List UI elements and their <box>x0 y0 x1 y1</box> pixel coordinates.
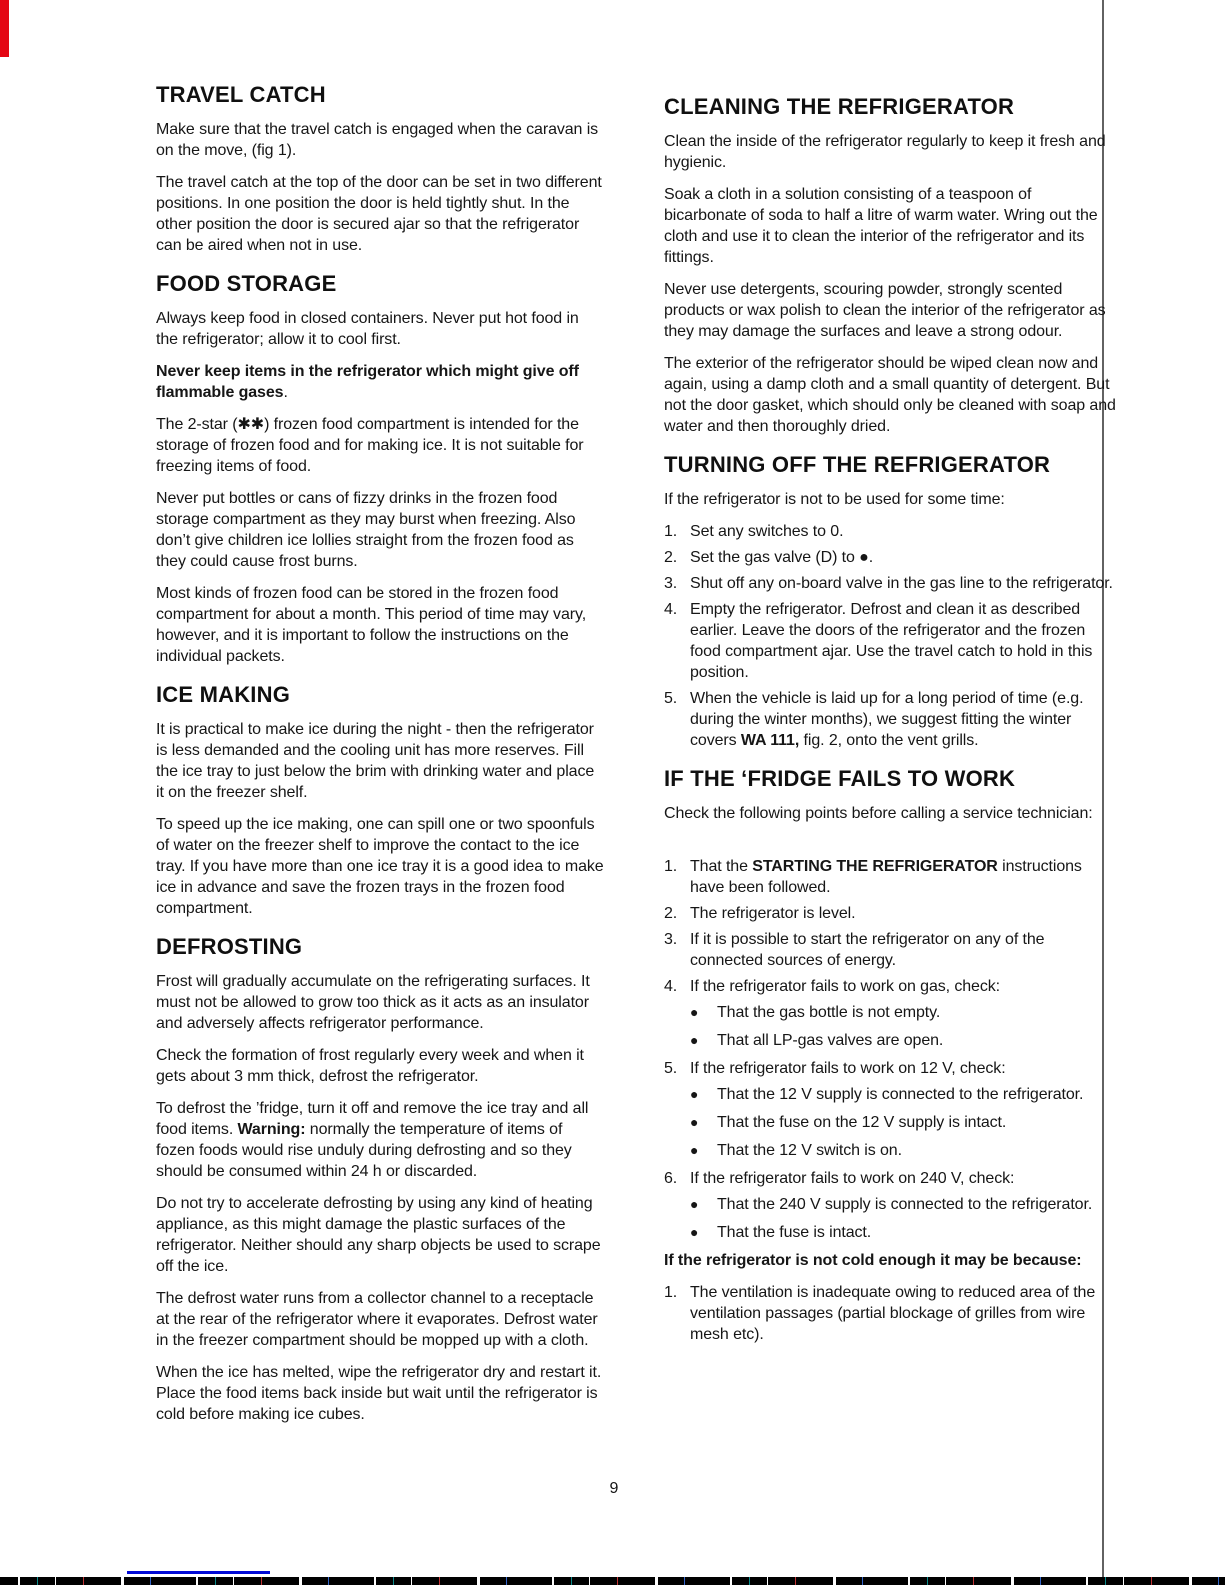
section <box>156 83 604 256</box>
item-text: The ventilation is inadequate owing to reduced area of the ventilation passages (partial blockage of grilles from wire mesh etc). <box>690 1284 1096 1343</box>
paragraph: Never keep items in the refrigerator which might give off flammable gases. <box>156 363 579 401</box>
bullet-item <box>690 1002 1116 1023</box>
section-heading: ICE MAKING <box>156 682 290 707</box>
page-number: 9 <box>609 1480 619 1497</box>
numbered-item <box>664 1168 1116 1189</box>
bullet-icon: ● <box>690 1114 699 1130</box>
paragraph: The exterior of the refrigerator should be wiped clean now and again, using a damp cloth and a small quantity of detergent. But not the door gasket, which should only be cleaned with soap and water and then thoroughly dried. <box>664 355 1116 435</box>
item-text: That the 240 V supply is connected to the refrigerator. <box>717 1196 1093 1213</box>
paragraph: Frost will gradually accumulate on the refrigerating surfaces. It must not be allowed to grow too thick as it acts as an insulator and adversely affects refrigerator performance. <box>156 973 590 1032</box>
paragraph: Most kinds of frozen food can be stored in the frozen food compartment for about a month. This period of time may vary, however, and it is important to follow the instructions on the individual packets. <box>156 585 587 665</box>
red-scan-mark <box>0 0 9 57</box>
paragraph: Check the formation of frost regularly every week and when it gets about 3 mm thick, defrost the refrigerator. <box>156 1047 584 1085</box>
item-text: That the 12 V supply is connected to the refrigerator. <box>717 1086 1084 1103</box>
numbered-item <box>664 1058 1116 1079</box>
bullet-icon: ● <box>690 1004 699 1020</box>
item-number: 2. <box>664 549 678 566</box>
paragraph: The defrost water runs from a collector channel to a receptacle at the rear of the refrigerator where it evaporates. Defrost water in the freezer compartment should be mopped up with a cloth. <box>156 1290 598 1349</box>
paragraph: The travel catch at the top of the door can be set in two different positions. In one position the door is held tightly shut. In the other position the door is secured ajar so that the refrigerator can be aired when not in use. <box>156 174 602 254</box>
paragraph: Do not try to accelerate defrosting by using any kind of heating appliance, as this might damage the plastic surfaces of the refrigerator. Neither should any sharp objects be used to scrape off the ice. <box>156 1195 601 1275</box>
paragraph: Never put bottles or cans of fizzy drinks in the frozen food storage compartment as they may burst when freezing. Also don’t give children ice lollies straight from the frozen food as they could cause frost burns. <box>156 490 576 570</box>
item-number: 3. <box>664 931 678 948</box>
numbered-item <box>664 856 1116 898</box>
item-number: 4. <box>664 978 678 995</box>
section <box>156 683 604 919</box>
paragraph: Check the following points before calling a service technician: <box>664 805 1093 822</box>
item-text: If the refrigerator fails to work on 240 V, check: <box>690 1170 1015 1187</box>
item-text: That the STARTING THE REFRIGERATOR instructions have been followed. <box>690 858 1082 896</box>
item-text: Set any switches to 0. <box>690 523 844 540</box>
bullet-item <box>690 1112 1116 1133</box>
paragraph: Never use detergents, scouring powder, strongly scented products or wax polish to clean the interior of the refrigerator as they may damage the surfaces and leave a strong odour. <box>664 281 1106 340</box>
paragraph: Always keep food in closed containers. Never put hot food in the refrigerator; allow it to cool first. <box>156 310 579 348</box>
numbered-item <box>664 573 1116 594</box>
item-number: 3. <box>664 575 678 592</box>
left-column <box>156 83 604 1436</box>
numbered-item <box>664 521 1116 542</box>
right-column <box>664 95 1116 1350</box>
bullet-icon: ● <box>690 1142 699 1158</box>
item-number: 1. <box>664 1284 678 1301</box>
bullet-icon: ● <box>690 1086 699 1102</box>
bullet-item <box>690 1194 1116 1215</box>
paragraph: Soak a cloth in a solution consisting of a teaspoon of bicarbonate of soda to half a litre of warm water. Wring out the cloth and use it to clean the interior of the refrigerator and its fittings. <box>664 186 1098 266</box>
item-number: 1. <box>664 523 678 540</box>
numbered-item <box>664 547 1116 568</box>
bullet-item <box>690 1222 1116 1243</box>
item-text: Shut off any on-board valve in the gas line to the refrigerator. <box>690 575 1113 592</box>
section <box>156 935 604 1425</box>
section <box>664 767 1116 1345</box>
paragraph: Clean the inside of the refrigerator regularly to keep it fresh and hygienic. <box>664 133 1106 171</box>
paragraph: When the ice has melted, wipe the refrigerator dry and restart it. Place the food items back inside but wait until the refrigerator is cold before making ice cubes. <box>156 1364 602 1423</box>
item-text: The refrigerator is level. <box>690 905 856 922</box>
numbered-item <box>664 976 1116 997</box>
item-text: Empty the refrigerator. Defrost and clean it as described earlier. Leave the doors of the refrigerator and the frozen food compartment ajar. Use the travel catch to hold in this position. <box>690 601 1093 681</box>
section-heading: TURNING OFF THE REFRIGERATOR <box>664 452 1051 477</box>
scan-edge-stripe <box>0 1577 1225 1585</box>
item-number: 5. <box>664 1060 678 1077</box>
item-text: When the vehicle is laid up for a long period of time (e.g. during the winter months), we suggest fitting the winter covers WA 111, fig. 2, onto the vent grills. <box>690 690 1084 749</box>
blue-underline-mark <box>127 1571 270 1574</box>
paragraph: To speed up the ice making, one can spill one or two spoonfuls of water on the freezer shelf to improve the contact to the ice tray. If you have more than one ice tray it is a good idea to make ice in advance and save the frozen trays in the frozen food compartment. <box>156 816 604 917</box>
item-text: That all LP-gas valves are open. <box>717 1032 944 1049</box>
item-number: 4. <box>664 601 678 618</box>
numbered-item <box>664 903 1116 924</box>
paragraph: If the refrigerator is not cold enough it may be because: <box>664 1252 1082 1269</box>
item-number: 5. <box>664 690 678 707</box>
paragraph: To defrost the ’fridge, turn it off and remove the ice tray and all food items. Warning: normally the temperature of items of fozen foods would rise unduly during defrosting and so they should be consumed within 24 h or discarded. <box>156 1100 589 1180</box>
section-heading: DEFROSTING <box>156 934 303 959</box>
bullet-icon: ● <box>690 1196 699 1212</box>
bullet-item <box>690 1084 1116 1105</box>
section-heading: TRAVEL CATCH <box>156 82 326 107</box>
paragraph: Make sure that the travel catch is engaged when the caravan is on the move, (fig 1). <box>156 121 599 159</box>
item-text: If the refrigerator fails to work on 12 V, check: <box>690 1060 1006 1077</box>
paragraph: The 2-star (✱✱) frozen food compartment is intended for the storage of frozen food and for making ice. It is not suitable for freezing items of food. <box>156 416 584 475</box>
bullet-item <box>690 1030 1116 1051</box>
numbered-item <box>664 688 1116 751</box>
section <box>664 95 1116 437</box>
bullet-icon: ● <box>690 1224 699 1240</box>
item-text: That the 12 V switch is on. <box>717 1142 902 1159</box>
section-heading: IF THE ‘FRIDGE FAILS TO WORK <box>664 766 1016 791</box>
paragraph: It is practical to make ice during the night - then the refrigerator is less demanded and the cooling unit has more reserves. Fill the ice tray to just below the brim with drinking water and place it on the freezer shelf. <box>156 721 595 801</box>
bullet-item <box>690 1140 1116 1161</box>
numbered-item <box>664 929 1116 971</box>
section-heading: CLEANING THE REFRIGERATOR <box>664 94 1015 119</box>
item-number: 1. <box>664 858 678 875</box>
section-heading: FOOD STORAGE <box>156 271 337 296</box>
numbered-item <box>664 599 1116 683</box>
item-number: 2. <box>664 905 678 922</box>
item-text: That the fuse on the 12 V supply is intact. <box>717 1114 1007 1131</box>
item-text: That the gas bottle is not empty. <box>717 1004 941 1021</box>
item-text: If the refrigerator fails to work on gas, check: <box>690 978 1001 995</box>
bullet-icon: ● <box>690 1032 699 1048</box>
item-number: 6. <box>664 1170 678 1187</box>
numbered-item <box>664 1282 1116 1345</box>
item-text: That the fuse is intact. <box>717 1224 872 1241</box>
item-text: Set the gas valve (D) to ●. <box>690 549 874 566</box>
section <box>664 453 1116 751</box>
paragraph: If the refrigerator is not to be used for some time: <box>664 491 1005 508</box>
section <box>156 272 604 667</box>
item-text: If it is possible to start the refrigerator on any of the connected sources of energy. <box>690 931 1045 969</box>
